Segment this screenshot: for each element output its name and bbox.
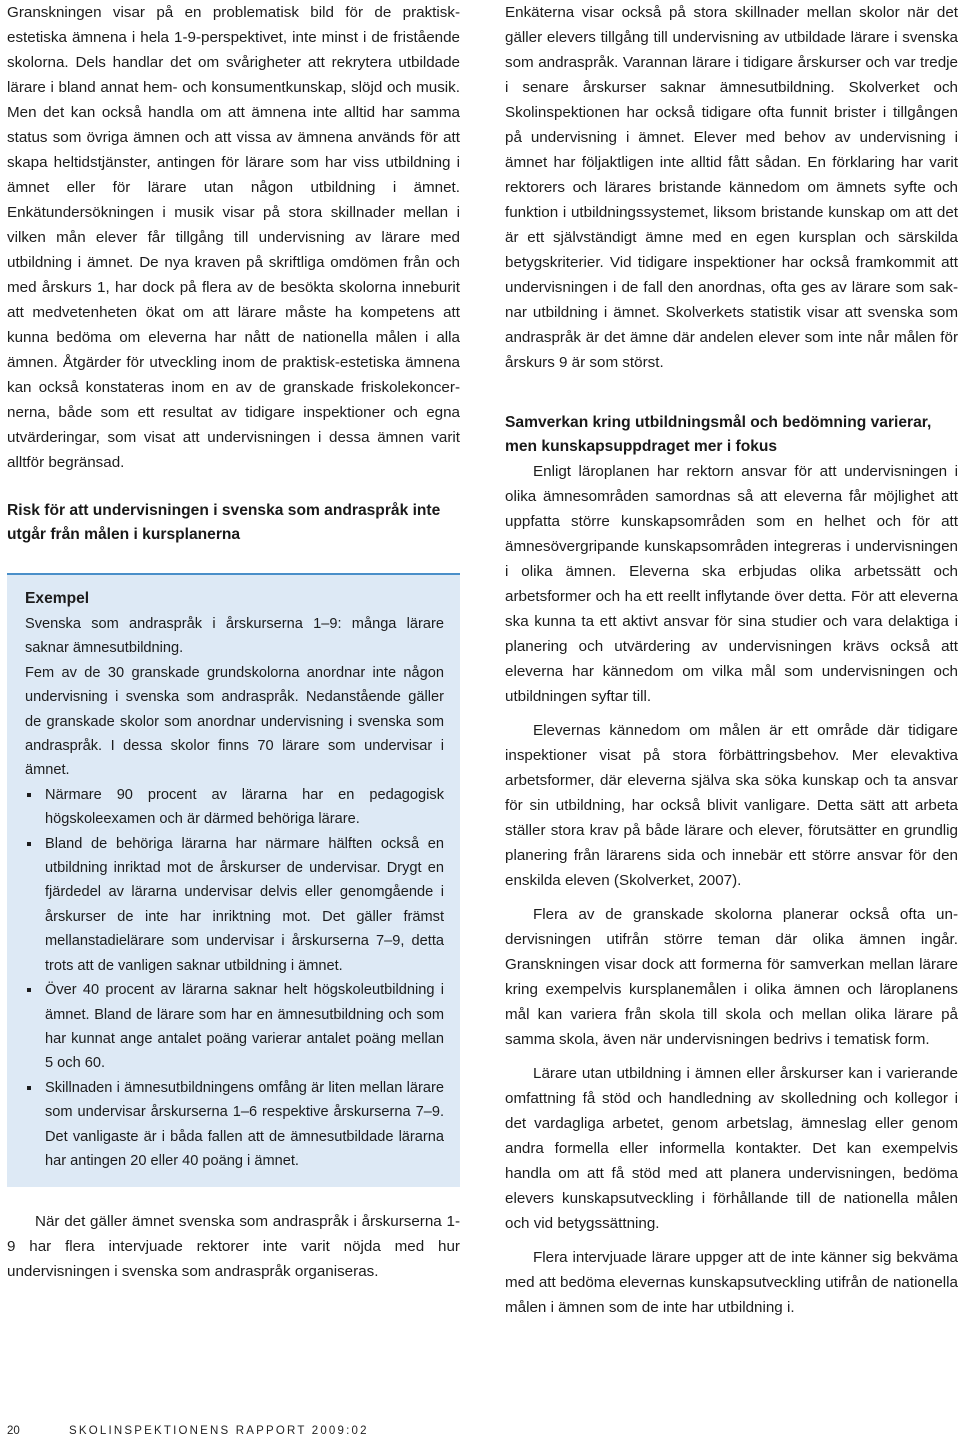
page-footer bbox=[7, 1424, 369, 1438]
bullet-item bbox=[25, 1076, 444, 1174]
body-paragraph: När det gäller ämnet svenska som andraspråk i årskurserna 1-9 har flera intervjuade rektorer inte varit nöjda med hur undervisningen i svenska som andraspråk organiseras. bbox=[7, 1213, 460, 1281]
example-box bbox=[7, 573, 460, 1187]
section-heading: Samverkan kring utbildningsmål och bedömning varierar, men kunskapsuppdraget mer i fokus bbox=[505, 414, 932, 455]
example-intro: Fem av de 30 granskade grundskolorna anordnar inte någon undervisning i svenska som andraspråk. Nedanstående gäller de granskade skolor som anordnar undervisning i svenska som andraspråk. I dessa skolor finns 70 lärare som undervisar i ämnet. bbox=[25, 664, 444, 779]
bullet-marker bbox=[27, 842, 31, 846]
bullet-text: Bland de behöriga lärarna har närmare hälften också en utbildning inriktad mot de årskurser de undervisar. Drygt en fjärdedel av lärarna undervisar delvis eller genomgående i årskurser de inte har inriktning mot. Det gäller främst mellanstadielärare som undervisar i årskurserna 7–9, detta trots att de vanligen saknar utbildning i ämnet. bbox=[45, 835, 444, 974]
body-paragraph: Flera intervjuade lärare uppger att de inte känner sig bekväma med att bedöma elevernas kunskapsutveckling utifrån de nationella målen i ämnen som de inte har utbildning i. bbox=[505, 1249, 958, 1316]
left-column bbox=[7, 0, 460, 1284]
right-column bbox=[505, 0, 958, 1320]
bullet-marker bbox=[27, 1086, 31, 1090]
body-paragraph: Enligt läroplanen har rektorn ansvar för att undervisningen i olika ämnesområden samordnas så att eleverna får möjlighet att uppfatta större kunskapsområden som en helhet och för att ämnesövergripande kunskapsområden integreras i undervisningen i olika ämnen. Eleverna ska erbjudas olika arbetssätt och arbetsformer och ha ett reellt inflytande över detta. För att eleverna ska kunna ta ett aktivt ansvar för sina studier och vara delaktiga i planering och utvärdering av undervisningen krävs också att eleverna har kännedom om vilka mål som undervisningen och utbildningen syftar till. bbox=[505, 463, 958, 705]
example-bullet-list bbox=[25, 783, 444, 1174]
body-paragraph: Flera av de granskade skolorna planerar också ofta undervisningen utifrån större teman där olika ämnen ingår. Granskningen visar dock att formerna för samverkan mellan lärare kring exempelvis kursplanemålen i olika ämnen och läroplanens mål kan variera från skola till skola och mellan olika lärare på samma skola, även när undervisningen bedrivs i tematisk form. bbox=[505, 906, 958, 1048]
page-number: 20 bbox=[7, 1425, 20, 1437]
bullet-marker bbox=[27, 793, 31, 797]
bullet-item bbox=[25, 832, 444, 978]
body-paragraph: Enkäterna visar också på stora skillnader mellan skolor när det gäller elevers tillgång till undervisning av utbildade lärare i svenska som andraspråk. Varannan lärare i tidigare årskurser och var tredje i senare årskurser saknar ämnesutbildning. Skolverket och Skolinspektionen har också tidigare ofta funnit brister i tillgången på undervisning i ämnet. Elever med behov av undervisning i ämnet har följaktligen inte alltid fått sådan. En förklaring har varit rektorers och lärares bristande kännedom om ämnets syfte och funktion i utbildningssystemet, liksom bristande kunskap om att det är ett självständigt ämne med en egen kursplan och särskilda betygskriterier. Vid tidigare inspektioner har också framkommit att undervisningen i de fall den anordnas, ofta ges av lärare som saknar utbildning i ämnet. Skolverkets statistik visar att svenska som andraspråk är det ämne där andelen elever som inte når målen för årskurs 9 är som störst. bbox=[505, 4, 958, 371]
body-paragraph: Elevernas kännedom om målen är ett område där tidigare inspektioner visat på stora förbättringsbehov. Mer elevaktiva arbetsformer, där eleverna själva ska söka kunskap och ta ansvar för sin utbildning, har också blivit vanligare. Detta sätt att arbeta ställer stora krav på både lärare och elever, förutsätter en grundlig planering från lärarens sida och innebär ett större ansvar för den enskilda eleven (Skolverket, 2007). bbox=[505, 722, 958, 889]
bullet-item bbox=[25, 783, 444, 832]
example-box-title: Exempel bbox=[25, 590, 90, 607]
bullet-text: Skillnaden i ämnesutbildningens omfång är liten mellan lärare som undervisar årskurserna 1–6 respektive årskurserna 7–9. Det vanligaste är i båda fallen att de ämnesutbildade lärarna har antingen 20 eller 40 poäng i ämnet. bbox=[45, 1079, 444, 1169]
bullet-text: Över 40 procent av lärarna saknar helt högskoleutbildning i ämnet. Bland de lärare som har en ämnesutbildning och som har kunnat ange antalet poäng varierar antalet poäng mellan 5 och 60. bbox=[45, 982, 444, 1072]
section-heading: Risk för att undervisningen i svenska som andraspråk inte utgår från målen i kursplanerna bbox=[7, 502, 441, 543]
body-paragraph: Lärare utan utbildning i ämnen eller årskurser kan i varierande omfattning få stöd och handledning av skolledning och kollegor i det vardagliga arbetet, genom arbetslag, ämneslag eller genom andra formella eller informella kontakter. Det kan exempelvis handla om att få stöd med att planera undervisningen, bedöma elevers kunskapsutveckling i förhållande till de nationella målen och vid betygssättning. bbox=[505, 1065, 958, 1232]
bullet-item bbox=[25, 978, 444, 1076]
bullet-text: Närmare 90 procent av lärarna har en pedagogisk högskoleexamen och är därmed behöriga lärare. bbox=[45, 786, 444, 828]
example-intro: Svenska som andraspråk i årskurserna 1–9: många lärare saknar ämnesutbildning. bbox=[25, 616, 444, 657]
body-paragraph: Granskningen visar på en problematisk bild för de praktisk-estetiska ämnena i hela 1-9-perspektivet, inte minst i de fristående skolorna. Dels handlar det om svårigheter att rekrytera utbildade lärare i bland annat hem- och konsumentkunskap, slöjd och musik. Men det kan också handla om att ämnena inte alltid har samma status som övriga ämnen och att vissa av ämnena används för att skapa heltidstjänster, antingen för lärare som har viss utbildning i ämnet eller för lärare utan någon utbildning i ämnet. Enkätundersökningen i musik visar på stora skillnader mellan i vilken mån elever får tillgång till undervisning av lärare med utbildning i ämnet. De nya kraven på skriftliga omdömen från och med årskurs 1, har dock på flera av de besökta skolorna inneburit att medvetenheten ökat om att lärare måste ha kompetens att kunna bedöma om eleverna har nått de nationella målen i alla ämnen. Åtgärder för utveckling inom de praktisk-estetiska ämnena kan också konstateras inom en av de granskade friskolekoncernerna, både som ett resultat av tidigare inspektioner och egna utvärderingar, som visat att undervisningen i dessa ämnen varit alltför begränsad. bbox=[7, 4, 460, 471]
report-title: SKOLINSPEKTIONENS RAPPORT 2009:02 bbox=[69, 1425, 369, 1437]
bullet-marker bbox=[27, 988, 31, 992]
